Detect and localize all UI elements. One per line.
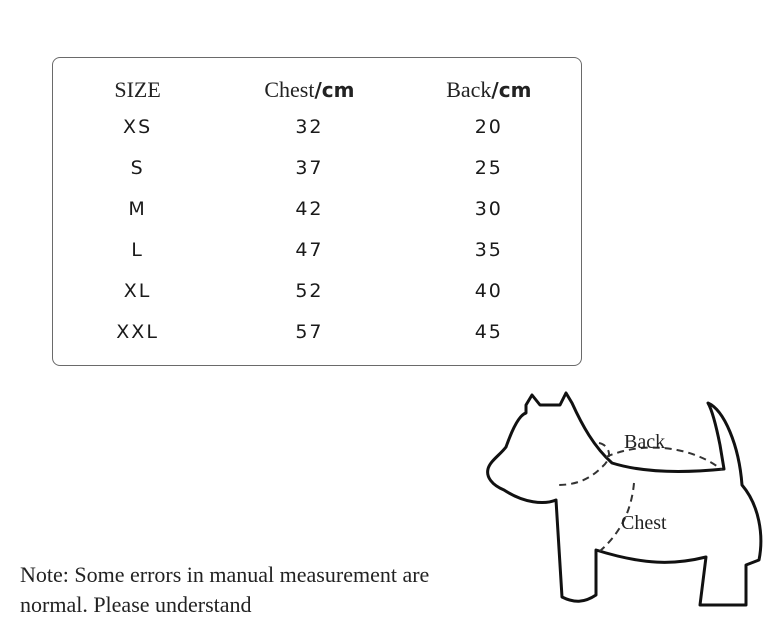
cell-chest: 32 bbox=[295, 115, 324, 138]
cell-chest: 42 bbox=[295, 197, 324, 220]
cell-size: XXL bbox=[116, 320, 159, 343]
cell-back: 35 bbox=[474, 238, 503, 261]
cell-size: M bbox=[128, 197, 147, 220]
cell-size: XS bbox=[123, 115, 153, 138]
cell-size: L bbox=[131, 238, 144, 261]
table-row bbox=[53, 188, 581, 229]
header-size: SIZE bbox=[114, 76, 161, 102]
table-row bbox=[53, 311, 581, 352]
measurement-note bbox=[20, 560, 500, 620]
back-unit: /cm bbox=[491, 77, 532, 102]
chest-unit: /cm bbox=[314, 77, 355, 102]
cell-size: XL bbox=[123, 279, 152, 302]
cell-back: 30 bbox=[474, 197, 503, 220]
note-line-2: normal. Please understand bbox=[20, 592, 252, 617]
table-row bbox=[53, 229, 581, 270]
cell-size: S bbox=[130, 156, 145, 179]
dog-outline-icon bbox=[484, 385, 774, 615]
cell-chest: 57 bbox=[295, 320, 324, 343]
cell-chest: 37 bbox=[295, 156, 324, 179]
cell-back: 25 bbox=[474, 156, 503, 179]
table-row bbox=[53, 147, 581, 188]
header-chest: Chest/cm bbox=[264, 76, 355, 102]
table-row bbox=[53, 270, 581, 311]
back-label: Back bbox=[624, 431, 666, 453]
cell-chest: 52 bbox=[295, 279, 324, 302]
cell-chest: 47 bbox=[295, 238, 324, 261]
cell-back: 40 bbox=[474, 279, 503, 302]
cell-back: 45 bbox=[474, 320, 503, 343]
cell-back: 20 bbox=[474, 115, 503, 138]
note-line-1: Note: Some errors in manual measurement are bbox=[20, 562, 430, 587]
table-header-row bbox=[53, 73, 581, 106]
dog-measurement-diagram bbox=[484, 385, 774, 615]
chest-label: Chest bbox=[621, 512, 667, 534]
table-row bbox=[53, 106, 581, 147]
size-chart-table bbox=[52, 57, 582, 366]
size-table bbox=[53, 73, 581, 352]
header-back: Back/cm bbox=[446, 76, 532, 102]
